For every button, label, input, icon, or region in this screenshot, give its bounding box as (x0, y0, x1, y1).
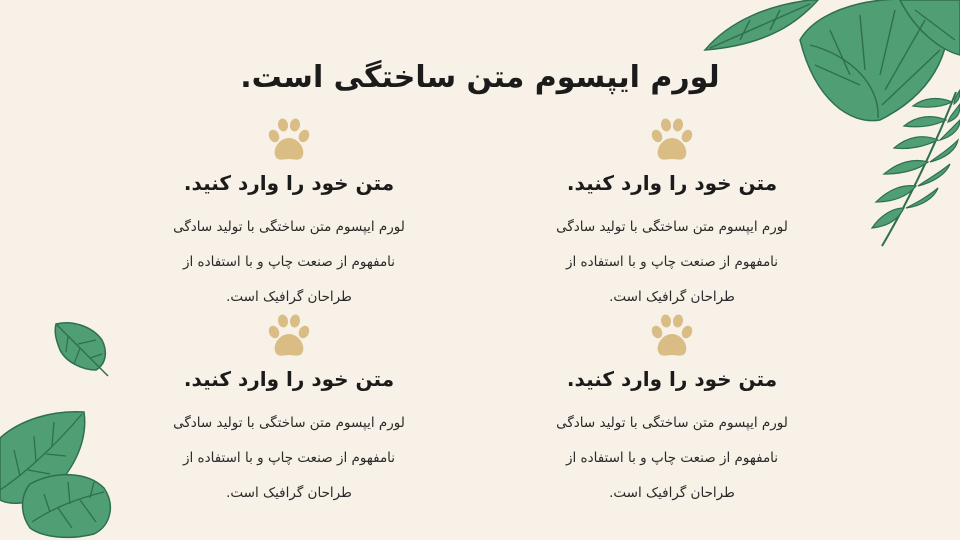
item-body: لورم ایپسوم متن ساختگی با تولید سادگی نامفهوم از صنعت چاپ و با استفاده از طراحان گرافیک است. (556, 415, 788, 501)
feature-item (159, 312, 419, 511)
paw-icon (648, 116, 696, 164)
slide-title: لورم ایپسوم متن ساختگی است. (240, 60, 720, 95)
item-heading: متن خود را وارد کنید. (566, 171, 778, 195)
feature-item (542, 116, 802, 315)
small-leaf-icon (52, 320, 112, 378)
item-body: لورم ایپسوم متن ساختگی با تولید سادگی نامفهوم از صنعت چاپ و با استفاده از طراحان گرافیک است. (173, 415, 405, 501)
paw-icon (265, 312, 313, 360)
large-leaf-icon (0, 410, 116, 540)
paw-icon (648, 312, 696, 360)
item-heading: متن خود را وارد کنید. (566, 367, 778, 391)
feature-item (159, 116, 419, 315)
fern-leaf-icon (868, 88, 960, 250)
item-body: لورم ایپسوم متن ساختگی با تولید سادگی نامفهوم از صنعت چاپ و با استفاده از طراحان گرافیک است. (173, 219, 405, 305)
item-heading: متن خود را وارد کنید. (183, 367, 395, 391)
paw-icon (265, 116, 313, 164)
feature-item (542, 312, 802, 511)
item-heading: متن خود را وارد کنید. (183, 171, 395, 195)
item-body: لورم ایپسوم متن ساختگی با تولید سادگی نامفهوم از صنعت چاپ و با استفاده از طراحان گرافیک است. (556, 219, 788, 305)
